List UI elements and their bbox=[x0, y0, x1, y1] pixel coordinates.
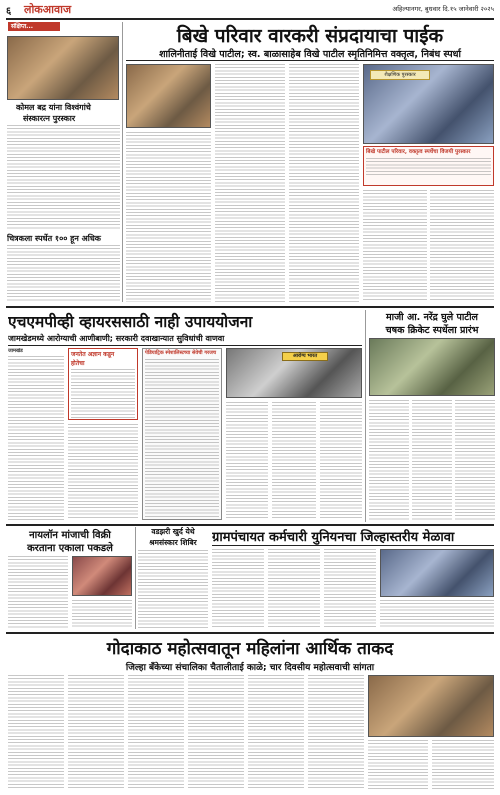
story2-photo-sign: आरोग्य भारत bbox=[282, 352, 328, 361]
story4-headline: नायलॉन मांजाची विक्री bbox=[29, 530, 111, 541]
story3-headline: माजी आ. नरेंद्र घुले पाटील bbox=[385, 312, 478, 323]
story7-col-8 bbox=[432, 740, 494, 790]
page-number: ६ bbox=[6, 6, 12, 17]
story5-headline: वडझरी खुर्द येथे bbox=[151, 527, 195, 536]
story2-boxed bbox=[68, 348, 138, 420]
dateline: अहिल्यानगर, बुधवार दि.१५ जानेवारी २०२५ bbox=[392, 5, 494, 13]
brief1-body bbox=[7, 125, 120, 230]
story2-col-3 bbox=[226, 402, 268, 520]
main-photo-left bbox=[126, 64, 211, 128]
story2-sidebox-headline: पेडियाट्रिक स्पेशालिस्टच्या सेवेची गरजच bbox=[145, 350, 217, 356]
story7-col-2 bbox=[68, 675, 124, 790]
story3-col-1 bbox=[369, 400, 409, 520]
page-header bbox=[6, 3, 494, 17]
brief1-headline2: संस्कारत्न पुरस्कार bbox=[23, 114, 76, 123]
story7-col-6 bbox=[308, 675, 364, 790]
main-subhead: शालिनीताई विखे पाटील; स्व. बाळासाहेब विखे पाटील स्मृतिनिमित्त वक्तृत्व, निबंध स्पर्धा bbox=[159, 49, 461, 60]
story7-photo bbox=[368, 675, 494, 737]
brief1-headline: कोमल बद्र यांना विश्वंगांचे bbox=[16, 103, 91, 112]
story4-col-1 bbox=[8, 556, 68, 628]
story6-headline: ग्रामपंचायत कर्मचारी युनियनचा जिल्हास्तरीय मेळावा bbox=[212, 530, 455, 545]
brief2-body bbox=[7, 245, 120, 301]
story2-boxed-sub: होतेचा bbox=[71, 360, 85, 367]
story3-col-2 bbox=[412, 400, 452, 520]
story2-headline: एचएमपीव्ही व्हायरससाठी नाही उपाययोजना bbox=[8, 313, 253, 331]
main-col-1 bbox=[126, 132, 211, 302]
story7-col-7 bbox=[368, 740, 428, 790]
story2-col-5 bbox=[320, 402, 362, 520]
section-label: संक्षिप्त... bbox=[8, 22, 60, 31]
main-caption-box bbox=[363, 146, 494, 186]
story7-headline: गोदाकाठ महोत्सवातून महिलांना आर्थिक ताकद bbox=[106, 639, 394, 659]
story6-col-1 bbox=[212, 549, 264, 629]
main-banner: शैक्षणिक पुरस्कार bbox=[370, 70, 430, 80]
main-col-3 bbox=[289, 64, 359, 302]
story4-col-2 bbox=[72, 600, 132, 628]
story6-col-4 bbox=[380, 600, 494, 629]
story2-col-4 bbox=[272, 402, 316, 520]
story2-col-1 bbox=[8, 356, 64, 520]
story6-photo bbox=[380, 549, 494, 597]
brief-photo-award bbox=[7, 36, 119, 100]
story7-subhead: जिल्हा बँकेच्या संचालिका चैतालीताई काळे; चार दिवसीय महोत्सवाची सांगता bbox=[125, 663, 375, 673]
main-col-2 bbox=[215, 64, 285, 302]
story3-headline2: चषक क्रिकेट स्पर्धेला प्रारंभ bbox=[385, 325, 479, 336]
story2-subhead: जामखेडमध्ये आरोग्याची आणीबाणी; सरकारी दवाखान्यात सुविधांची वाणवा bbox=[8, 334, 225, 343]
story6-col-3 bbox=[324, 549, 376, 629]
story7-col-5 bbox=[248, 675, 304, 790]
story4-photo bbox=[72, 556, 132, 596]
story3-photo-cricket bbox=[369, 338, 495, 396]
story5-col-1 bbox=[138, 550, 208, 628]
brief2-headline: चित्रकला स्पर्धेत १०० हून अधिक bbox=[7, 234, 101, 243]
story2-sidebox bbox=[142, 348, 222, 520]
story3-col-3 bbox=[455, 400, 495, 520]
story4-headline2: करताना एकाला पकडले bbox=[27, 543, 113, 554]
story7-col-1 bbox=[8, 675, 64, 790]
header-rule bbox=[6, 18, 494, 20]
story6-col-2 bbox=[268, 549, 320, 629]
story2-col-2 bbox=[68, 424, 138, 520]
main-col-5 bbox=[430, 190, 494, 302]
story5-headline2: श्रमसंस्कार शिबिर bbox=[149, 538, 197, 547]
masthead: लोकआवाज bbox=[24, 3, 72, 16]
main-caption-text: बिखे पाटील परिवार, वक्तृत्व स्पर्धेचा विजयी पुरस्कार bbox=[366, 149, 471, 155]
story7-col-3 bbox=[128, 675, 184, 790]
story2-boxed-headline: जनतेत अज्ञान कडून bbox=[71, 351, 115, 358]
main-headline: बिखे परिवार वारकरी संप्रदायाचा पाईक bbox=[176, 25, 444, 47]
main-col-4 bbox=[363, 190, 427, 302]
story2-byline: जामखेड bbox=[8, 348, 23, 354]
story7-col-4 bbox=[188, 675, 244, 790]
